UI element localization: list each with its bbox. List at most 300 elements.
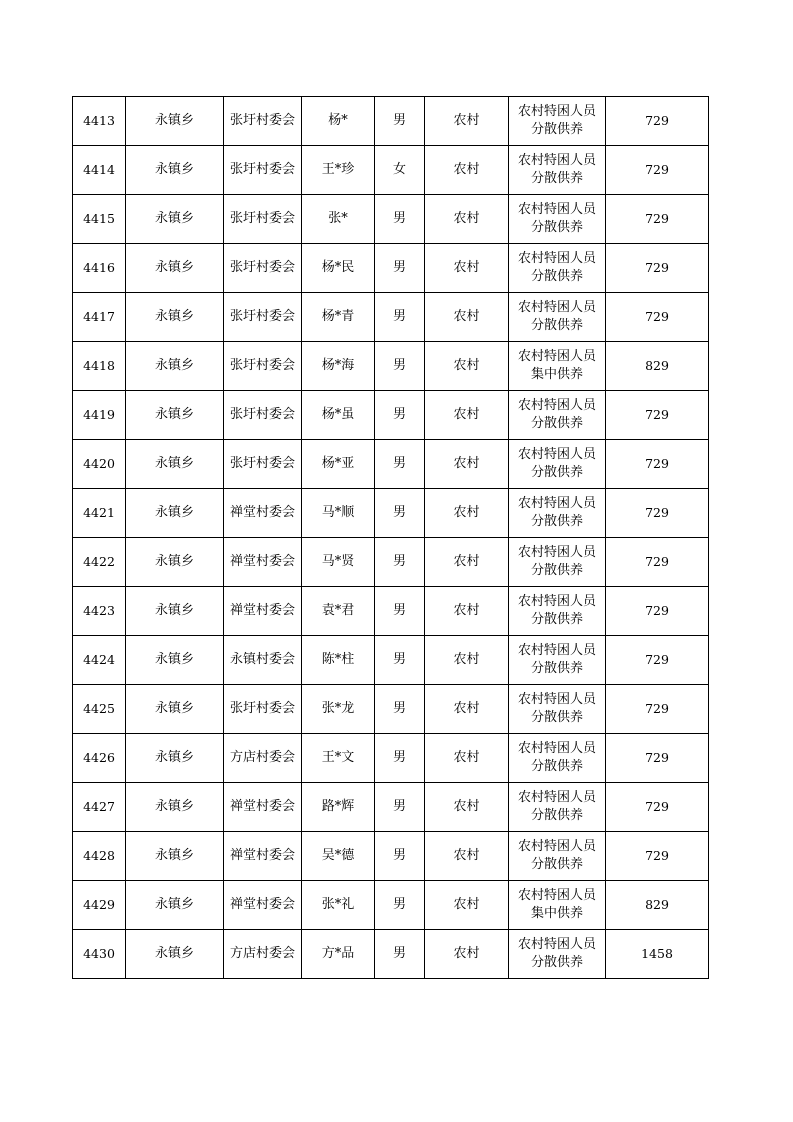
- person-name-cell: [302, 783, 375, 832]
- residence-type-text: 农村: [453, 946, 480, 961]
- village-committee-cell: [224, 881, 302, 930]
- support-category-text: 农村特困人员分散供养: [517, 300, 596, 333]
- support-category-text: 农村特困人员集中供养: [517, 888, 596, 921]
- gender-text: 男: [392, 358, 406, 373]
- person-name-cell: [302, 489, 375, 538]
- person-name-text: 杨*亚: [321, 456, 355, 471]
- record-number-cell: [73, 244, 126, 293]
- support-category-cell: [509, 930, 606, 979]
- person-name-cell: [302, 391, 375, 440]
- township-cell: [126, 489, 224, 538]
- village-committee-text: 禅堂村委会: [229, 897, 295, 912]
- amount-text: 729: [645, 162, 669, 177]
- village-committee-cell: [224, 685, 302, 734]
- amount-cell: [606, 440, 709, 489]
- gender-text: 男: [392, 456, 406, 471]
- person-name-text: 马*顺: [321, 505, 355, 520]
- township-text: 永镇乡: [154, 946, 194, 961]
- person-name-text: 马*贤: [321, 554, 355, 569]
- village-committee-text: 禅堂村委会: [229, 603, 295, 618]
- residence-type-text: 农村: [453, 113, 480, 128]
- township-text: 永镇乡: [154, 848, 194, 863]
- residence-type-text: 农村: [453, 848, 480, 863]
- support-category-cell: [509, 97, 606, 146]
- residence-type-text: 农村: [453, 799, 480, 814]
- table-row: [73, 293, 709, 342]
- table-row: [73, 636, 709, 685]
- village-committee-cell: [224, 587, 302, 636]
- table-row: [73, 783, 709, 832]
- table-row: [73, 930, 709, 979]
- support-category-text: 农村特困人员分散供养: [517, 692, 596, 725]
- person-name-cell: [302, 587, 375, 636]
- table-row: [73, 734, 709, 783]
- person-name-text: 张*龙: [321, 701, 355, 716]
- amount-cell: [606, 881, 709, 930]
- gender-text: 男: [392, 407, 406, 422]
- person-name-cell: [302, 342, 375, 391]
- residence-type-cell: [425, 293, 509, 342]
- residence-type-cell: [425, 685, 509, 734]
- person-name-cell: [302, 930, 375, 979]
- residence-type-text: 农村: [453, 603, 480, 618]
- support-category-cell: [509, 342, 606, 391]
- support-category-text: 农村特困人员分散供养: [517, 496, 596, 529]
- village-committee-text: 永镇村委会: [229, 652, 295, 667]
- village-committee-text: 禅堂村委会: [229, 848, 295, 863]
- support-category-cell: [509, 587, 606, 636]
- table-row: [73, 97, 709, 146]
- record-number-text: 4418: [83, 358, 115, 373]
- person-name-text: 杨*民: [321, 260, 355, 275]
- gender-text: 男: [392, 554, 406, 569]
- support-category-text: 农村特困人员分散供养: [517, 790, 596, 823]
- record-number-cell: [73, 734, 126, 783]
- village-committee-cell: [224, 342, 302, 391]
- residence-type-cell: [425, 489, 509, 538]
- township-cell: [126, 146, 224, 195]
- gender-cell: [375, 587, 425, 636]
- table-row: [73, 195, 709, 244]
- amount-text: 729: [645, 407, 669, 422]
- village-committee-cell: [224, 244, 302, 293]
- amount-cell: [606, 587, 709, 636]
- amount-cell: [606, 832, 709, 881]
- amount-text: 729: [645, 750, 669, 765]
- gender-text: 女: [392, 162, 406, 177]
- village-committee-text: 张圩村委会: [229, 407, 295, 422]
- record-number-text: 4421: [83, 505, 115, 520]
- amount-text: 729: [645, 505, 669, 520]
- gender-text: 男: [392, 309, 406, 324]
- township-text: 永镇乡: [154, 652, 194, 667]
- support-category-cell: [509, 146, 606, 195]
- township-text: 永镇乡: [154, 211, 194, 226]
- record-number-cell: [73, 97, 126, 146]
- support-category-cell: [509, 293, 606, 342]
- township-cell: [126, 342, 224, 391]
- village-committee-text: 张圩村委会: [229, 358, 295, 373]
- person-name-cell: [302, 734, 375, 783]
- table-row: [73, 146, 709, 195]
- amount-text: 729: [645, 113, 669, 128]
- amount-text: 829: [645, 897, 669, 912]
- residence-type-text: 农村: [453, 897, 480, 912]
- residence-type-cell: [425, 783, 509, 832]
- support-category-text: 农村特困人员分散供养: [517, 594, 596, 627]
- person-name-cell: [302, 538, 375, 587]
- person-name-cell: [302, 97, 375, 146]
- record-number-text: 4413: [83, 113, 115, 128]
- residence-type-text: 农村: [453, 358, 480, 373]
- amount-cell: [606, 97, 709, 146]
- record-number-text: 4428: [83, 848, 115, 863]
- record-number-cell: [73, 440, 126, 489]
- village-committee-text: 张圩村委会: [229, 113, 295, 128]
- amount-text: 729: [645, 701, 669, 716]
- gender-text: 男: [392, 848, 406, 863]
- township-text: 永镇乡: [154, 358, 194, 373]
- record-number-cell: [73, 538, 126, 587]
- township-text: 永镇乡: [154, 407, 194, 422]
- person-name-text: 杨*虽: [321, 407, 355, 422]
- village-committee-cell: [224, 293, 302, 342]
- support-category-cell: [509, 636, 606, 685]
- relief-roster-table: [72, 96, 709, 979]
- table-row: [73, 587, 709, 636]
- amount-cell: [606, 146, 709, 195]
- record-number-text: 4427: [83, 799, 115, 814]
- record-number-cell: [73, 342, 126, 391]
- residence-type-cell: [425, 734, 509, 783]
- gender-text: 男: [392, 505, 406, 520]
- gender-cell: [375, 195, 425, 244]
- township-cell: [126, 930, 224, 979]
- township-cell: [126, 440, 224, 489]
- gender-text: 男: [392, 211, 406, 226]
- township-text: 永镇乡: [154, 603, 194, 618]
- amount-cell: [606, 244, 709, 293]
- village-committee-text: 张圩村委会: [229, 701, 295, 716]
- amount-cell: [606, 342, 709, 391]
- residence-type-cell: [425, 636, 509, 685]
- residence-type-cell: [425, 538, 509, 587]
- residence-type-text: 农村: [453, 701, 480, 716]
- gender-cell: [375, 538, 425, 587]
- record-number-cell: [73, 636, 126, 685]
- village-committee-text: 张圩村委会: [229, 260, 295, 275]
- person-name-cell: [302, 293, 375, 342]
- gender-text: 男: [392, 897, 406, 912]
- amount-text: 729: [645, 456, 669, 471]
- amount-text: 1458: [641, 946, 673, 961]
- gender-cell: [375, 783, 425, 832]
- village-committee-text: 禅堂村委会: [229, 554, 295, 569]
- person-name-text: 吴*德: [321, 848, 355, 863]
- village-committee-cell: [224, 195, 302, 244]
- township-cell: [126, 195, 224, 244]
- amount-cell: [606, 391, 709, 440]
- gender-cell: [375, 881, 425, 930]
- village-committee-text: 方店村委会: [229, 946, 295, 961]
- record-number-cell: [73, 881, 126, 930]
- gender-cell: [375, 734, 425, 783]
- residence-type-cell: [425, 244, 509, 293]
- township-text: 永镇乡: [154, 799, 194, 814]
- amount-text: 729: [645, 309, 669, 324]
- gender-text: 男: [392, 946, 406, 961]
- residence-type-text: 农村: [453, 652, 480, 667]
- village-committee-text: 张圩村委会: [229, 211, 295, 226]
- support-category-cell: [509, 832, 606, 881]
- support-category-cell: [509, 538, 606, 587]
- township-cell: [126, 832, 224, 881]
- record-number-text: 4415: [83, 211, 115, 226]
- support-category-text: 农村特困人员分散供养: [517, 104, 596, 137]
- village-committee-text: 禅堂村委会: [229, 505, 295, 520]
- support-category-cell: [509, 489, 606, 538]
- table-row: [73, 538, 709, 587]
- support-category-text: 农村特困人员分散供养: [517, 202, 596, 235]
- record-number-text: 4424: [83, 652, 115, 667]
- township-cell: [126, 881, 224, 930]
- residence-type-text: 农村: [453, 456, 480, 471]
- gender-cell: [375, 930, 425, 979]
- record-number-cell: [73, 587, 126, 636]
- record-number-text: 4414: [83, 162, 115, 177]
- amount-text: 729: [645, 554, 669, 569]
- township-text: 永镇乡: [154, 162, 194, 177]
- person-name-cell: [302, 881, 375, 930]
- support-category-text: 农村特困人员分散供养: [517, 741, 596, 774]
- gender-cell: [375, 832, 425, 881]
- record-number-text: 4416: [83, 260, 115, 275]
- amount-cell: [606, 734, 709, 783]
- person-name-text: 杨*海: [321, 358, 355, 373]
- table-row: [73, 440, 709, 489]
- table-row: [73, 244, 709, 293]
- support-category-cell: [509, 195, 606, 244]
- gender-cell: [375, 97, 425, 146]
- support-category-text: 农村特困人员集中供养: [517, 349, 596, 382]
- township-text: 永镇乡: [154, 554, 194, 569]
- gender-cell: [375, 391, 425, 440]
- person-name-text: 张*礼: [321, 897, 355, 912]
- gender-cell: [375, 146, 425, 195]
- support-category-text: 农村特困人员分散供养: [517, 545, 596, 578]
- residence-type-text: 农村: [453, 554, 480, 569]
- support-category-text: 农村特困人员分散供养: [517, 643, 596, 676]
- person-name-text: 王*珍: [321, 162, 355, 177]
- township-cell: [126, 391, 224, 440]
- person-name-cell: [302, 832, 375, 881]
- township-text: 永镇乡: [154, 456, 194, 471]
- amount-cell: [606, 195, 709, 244]
- gender-cell: [375, 636, 425, 685]
- village-committee-text: 禅堂村委会: [229, 799, 295, 814]
- village-committee-cell: [224, 538, 302, 587]
- person-name-cell: [302, 440, 375, 489]
- gender-cell: [375, 440, 425, 489]
- gender-text: 男: [392, 750, 406, 765]
- township-text: 永镇乡: [154, 309, 194, 324]
- amount-cell: [606, 489, 709, 538]
- residence-type-text: 农村: [453, 407, 480, 422]
- person-name-text: 路*辉: [321, 799, 355, 814]
- record-number-cell: [73, 783, 126, 832]
- person-name-text: 杨*: [328, 113, 348, 128]
- gender-text: 男: [392, 260, 406, 275]
- gender-text: 男: [392, 652, 406, 667]
- amount-text: 729: [645, 652, 669, 667]
- person-name-text: 陈*柱: [321, 652, 355, 667]
- village-committee-text: 方店村委会: [229, 750, 295, 765]
- residence-type-cell: [425, 832, 509, 881]
- township-text: 永镇乡: [154, 260, 194, 275]
- amount-text: 729: [645, 211, 669, 226]
- township-cell: [126, 636, 224, 685]
- record-number-cell: [73, 832, 126, 881]
- support-category-cell: [509, 440, 606, 489]
- record-number-text: 4420: [83, 456, 115, 471]
- gender-cell: [375, 244, 425, 293]
- township-cell: [126, 97, 224, 146]
- village-committee-text: 张圩村委会: [229, 309, 295, 324]
- support-category-text: 农村特困人员分散供养: [517, 251, 596, 284]
- village-committee-text: 张圩村委会: [229, 162, 295, 177]
- township-cell: [126, 587, 224, 636]
- township-cell: [126, 685, 224, 734]
- residence-type-cell: [425, 930, 509, 979]
- person-name-cell: [302, 685, 375, 734]
- village-committee-cell: [224, 440, 302, 489]
- record-number-text: 4423: [83, 603, 115, 618]
- support-category-cell: [509, 783, 606, 832]
- township-text: 永镇乡: [154, 505, 194, 520]
- table-row: [73, 489, 709, 538]
- gender-text: 男: [392, 603, 406, 618]
- residence-type-cell: [425, 97, 509, 146]
- table-row: [73, 391, 709, 440]
- amount-cell: [606, 293, 709, 342]
- residence-type-cell: [425, 391, 509, 440]
- village-committee-cell: [224, 734, 302, 783]
- township-cell: [126, 538, 224, 587]
- township-text: 永镇乡: [154, 113, 194, 128]
- person-name-text: 王*文: [321, 750, 355, 765]
- support-category-text: 农村特困人员分散供养: [517, 839, 596, 872]
- residence-type-text: 农村: [453, 750, 480, 765]
- amount-cell: [606, 783, 709, 832]
- record-number-cell: [73, 685, 126, 734]
- village-committee-cell: [224, 636, 302, 685]
- amount-cell: [606, 538, 709, 587]
- person-name-cell: [302, 636, 375, 685]
- person-name-cell: [302, 244, 375, 293]
- village-committee-cell: [224, 489, 302, 538]
- support-category-cell: [509, 685, 606, 734]
- residence-type-text: 农村: [453, 162, 480, 177]
- gender-text: 男: [392, 799, 406, 814]
- township-cell: [126, 293, 224, 342]
- gender-cell: [375, 342, 425, 391]
- village-committee-cell: [224, 783, 302, 832]
- village-committee-cell: [224, 146, 302, 195]
- residence-type-cell: [425, 881, 509, 930]
- person-name-cell: [302, 146, 375, 195]
- record-number-cell: [73, 195, 126, 244]
- residence-type-cell: [425, 342, 509, 391]
- record-number-cell: [73, 391, 126, 440]
- residence-type-text: 农村: [453, 309, 480, 324]
- record-number-cell: [73, 930, 126, 979]
- amount-text: 729: [645, 799, 669, 814]
- support-category-cell: [509, 734, 606, 783]
- amount-cell: [606, 930, 709, 979]
- township-cell: [126, 783, 224, 832]
- gender-text: 男: [392, 113, 406, 128]
- township-text: 永镇乡: [154, 701, 194, 716]
- support-category-cell: [509, 391, 606, 440]
- record-number-cell: [73, 293, 126, 342]
- village-committee-cell: [224, 391, 302, 440]
- table-row: [73, 685, 709, 734]
- person-name-text: 方*品: [321, 946, 355, 961]
- amount-text: 729: [645, 260, 669, 275]
- residence-type-cell: [425, 440, 509, 489]
- residence-type-text: 农村: [453, 260, 480, 275]
- table-row: [73, 342, 709, 391]
- amount-text: 729: [645, 603, 669, 618]
- support-category-text: 农村特困人员分散供养: [517, 937, 596, 970]
- township-cell: [126, 734, 224, 783]
- village-committee-cell: [224, 930, 302, 979]
- village-committee-text: 张圩村委会: [229, 456, 295, 471]
- township-cell: [126, 244, 224, 293]
- gender-text: 男: [392, 701, 406, 716]
- table-body: [73, 97, 709, 979]
- table-row: [73, 832, 709, 881]
- amount-text: 829: [645, 358, 669, 373]
- amount-text: 729: [645, 848, 669, 863]
- record-number-text: 4426: [83, 750, 115, 765]
- gender-cell: [375, 293, 425, 342]
- support-category-cell: [509, 881, 606, 930]
- record-number-text: 4422: [83, 554, 115, 569]
- support-category-text: 农村特困人员分散供养: [517, 153, 596, 186]
- township-text: 永镇乡: [154, 897, 194, 912]
- person-name-cell: [302, 195, 375, 244]
- record-number-text: 4429: [83, 897, 115, 912]
- village-committee-cell: [224, 832, 302, 881]
- residence-type-text: 农村: [453, 211, 480, 226]
- record-number-text: 4430: [83, 946, 115, 961]
- record-number-text: 4417: [83, 309, 115, 324]
- record-number-text: 4419: [83, 407, 115, 422]
- person-name-text: 杨*青: [321, 309, 355, 324]
- amount-cell: [606, 685, 709, 734]
- residence-type-text: 农村: [453, 505, 480, 520]
- person-name-text: 张*: [328, 211, 348, 226]
- person-name-text: 袁*君: [321, 603, 355, 618]
- support-category-text: 农村特困人员分散供养: [517, 447, 596, 480]
- support-category-text: 农村特困人员分散供养: [517, 398, 596, 431]
- table-row: [73, 881, 709, 930]
- record-number-cell: [73, 489, 126, 538]
- village-committee-cell: [224, 97, 302, 146]
- township-text: 永镇乡: [154, 750, 194, 765]
- residence-type-cell: [425, 195, 509, 244]
